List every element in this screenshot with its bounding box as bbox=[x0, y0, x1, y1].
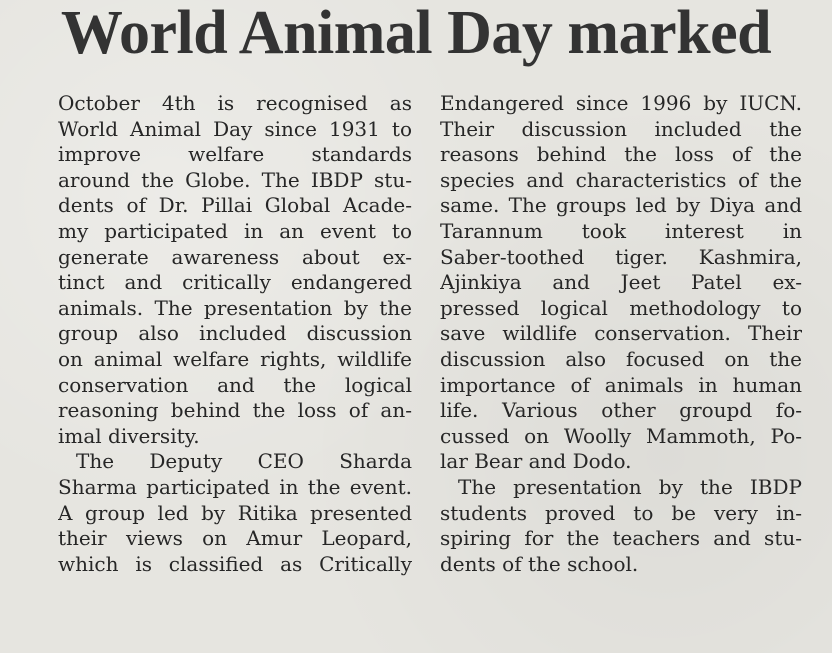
article-text-line: Ajinkiya and Jeet Patel ex- bbox=[440, 270, 802, 295]
article-text-line: cussed on Woolly Mammoth, Po- bbox=[440, 423, 802, 448]
article-text-line: dents of Dr. Pillai Global Acade- bbox=[58, 193, 412, 218]
article-text-line: generate awareness about ex- bbox=[58, 244, 412, 269]
article-text-line: species and characteristics of the bbox=[440, 167, 802, 192]
article-text-line: The Deputy CEO Sharda bbox=[76, 449, 412, 474]
article-text-line: animals. The presentation by the bbox=[58, 295, 412, 320]
article-text-line: their views on Amur Leopard, bbox=[58, 526, 412, 551]
article-text-line: A group led by Ritika presented bbox=[58, 500, 412, 525]
article-column-right bbox=[440, 91, 802, 577]
article-text-line: reasoning behind the loss of an- bbox=[58, 398, 412, 423]
article-text-line: Tarannum took interest in bbox=[440, 218, 802, 243]
article-text-line: Sharma participated in the event. bbox=[58, 474, 412, 499]
article-text-line: same. The groups led by Diya and bbox=[440, 193, 802, 218]
article-text-line: Saber-toothed tiger. Kashmira, bbox=[440, 244, 802, 269]
article-text-line: spiring for the teachers and stu- bbox=[440, 526, 802, 551]
article-text-line: around the Globe. The IBDP stu- bbox=[58, 167, 412, 192]
article-text-line: improve welfare standards bbox=[58, 142, 412, 167]
article-text-line: reasons behind the loss of the bbox=[440, 142, 802, 167]
article-text-line: tinct and critically endangered bbox=[58, 270, 412, 295]
article-text-line: on animal welfare rights, wildlife bbox=[58, 346, 412, 371]
article-text-line: Their discussion included the bbox=[440, 116, 802, 141]
article-headline: World Animal Day marked bbox=[60, 0, 772, 67]
article-text-line: importance of animals in human bbox=[440, 372, 802, 397]
article-text-line: lar Bear and Dodo. bbox=[440, 449, 632, 474]
article-text-line: pressed logical methodology to bbox=[440, 295, 802, 320]
article-text-line: Endangered since 1996 by IUCN. bbox=[440, 91, 802, 115]
article-text-line: imal diversity. bbox=[58, 423, 200, 448]
article-text-line: discussion also focused on the bbox=[440, 346, 802, 371]
article-text-line: students proved to be very in- bbox=[440, 500, 802, 525]
article-text-line: my participated in an event to bbox=[58, 218, 412, 243]
article-text-line: which is classified as Critically bbox=[58, 551, 412, 576]
article-text-line: World Animal Day since 1931 to bbox=[58, 116, 412, 141]
article-text-line: The presentation by the IBDP bbox=[458, 474, 802, 499]
article-column-left bbox=[58, 91, 412, 577]
article-text-line: conservation and the logical bbox=[58, 372, 412, 397]
article-text-line: October 4th is recognised as bbox=[58, 91, 412, 115]
article-text-line: dents of the school. bbox=[440, 551, 639, 576]
article-text-line: group also included discussion bbox=[58, 321, 412, 346]
article-text-line: save wildlife conservation. Their bbox=[440, 321, 802, 346]
article-text-line: life. Various other groupd fo- bbox=[440, 398, 802, 423]
